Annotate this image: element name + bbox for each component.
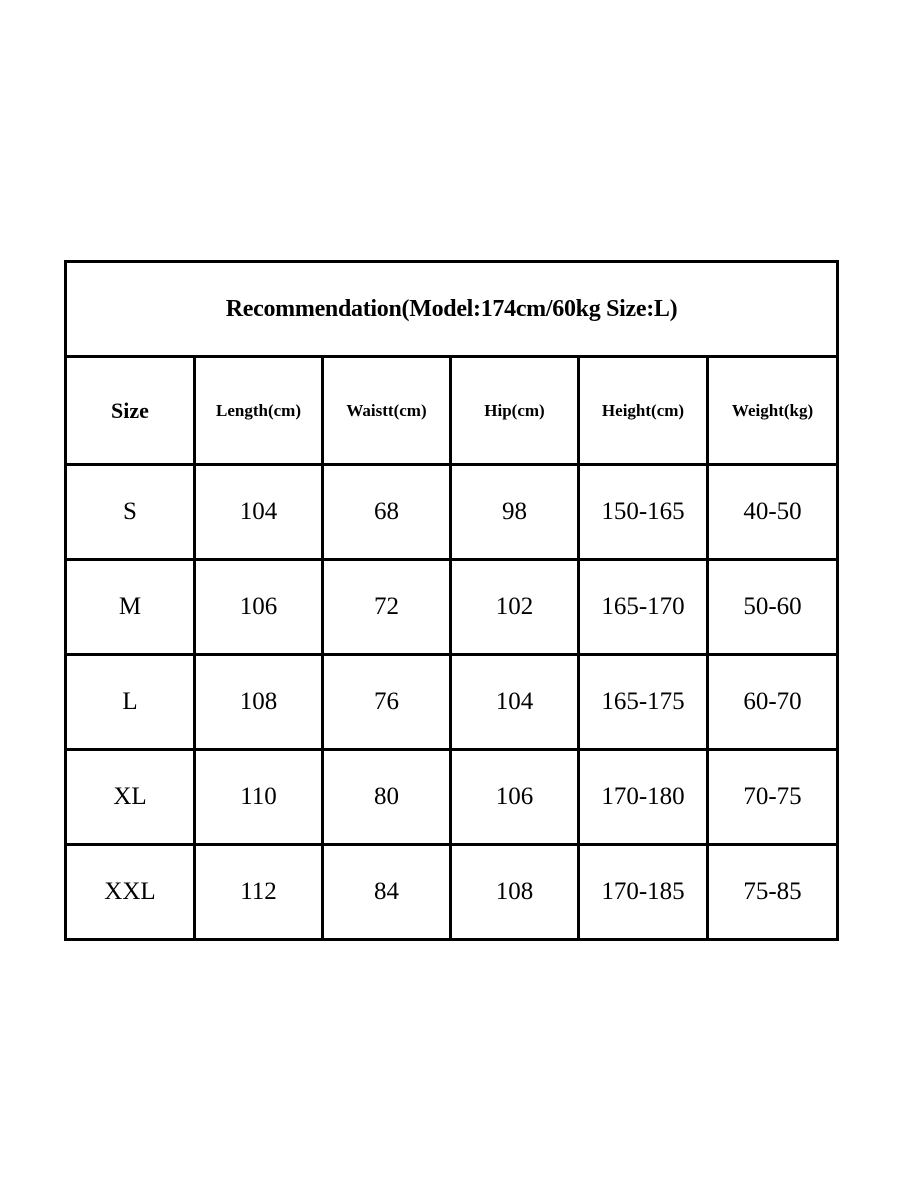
table-header-row: [66, 357, 838, 465]
table-row: [66, 465, 838, 560]
cell-weight: 50-60: [708, 560, 838, 655]
cell-weight: 70-75: [708, 750, 838, 845]
header-size: Size: [66, 357, 195, 465]
cell-weight: 40-50: [708, 465, 838, 560]
header-weight: Weight(kg): [708, 357, 838, 465]
cell-size: L: [66, 655, 195, 750]
header-waist: Waistt(cm): [323, 357, 451, 465]
table-title-row: [66, 262, 838, 357]
cell-waist: 76: [323, 655, 451, 750]
table-row: [66, 655, 838, 750]
header-length: Length(cm): [195, 357, 323, 465]
cell-hip: 106: [451, 750, 579, 845]
cell-weight: 75-85: [708, 845, 838, 940]
cell-length: 104: [195, 465, 323, 560]
cell-waist: 80: [323, 750, 451, 845]
cell-size: XXL: [66, 845, 195, 940]
cell-hip: 98: [451, 465, 579, 560]
size-chart-table: [64, 260, 839, 941]
header-height: Height(cm): [579, 357, 708, 465]
table-row: [66, 750, 838, 845]
cell-size: S: [66, 465, 195, 560]
table-row: [66, 560, 838, 655]
table-title: Recommendation(Model:174cm/60kg Size:L): [66, 262, 838, 357]
cell-length: 108: [195, 655, 323, 750]
cell-weight: 60-70: [708, 655, 838, 750]
cell-length: 106: [195, 560, 323, 655]
cell-hip: 102: [451, 560, 579, 655]
table-row: [66, 845, 838, 940]
cell-height: 165-175: [579, 655, 708, 750]
cell-height: 165-170: [579, 560, 708, 655]
cell-height: 150-165: [579, 465, 708, 560]
cell-length: 112: [195, 845, 323, 940]
cell-waist: 68: [323, 465, 451, 560]
header-hip: Hip(cm): [451, 357, 579, 465]
cell-size: M: [66, 560, 195, 655]
cell-hip: 108: [451, 845, 579, 940]
cell-size: XL: [66, 750, 195, 845]
cell-height: 170-185: [579, 845, 708, 940]
cell-waist: 72: [323, 560, 451, 655]
cell-length: 110: [195, 750, 323, 845]
cell-waist: 84: [323, 845, 451, 940]
cell-hip: 104: [451, 655, 579, 750]
cell-height: 170-180: [579, 750, 708, 845]
